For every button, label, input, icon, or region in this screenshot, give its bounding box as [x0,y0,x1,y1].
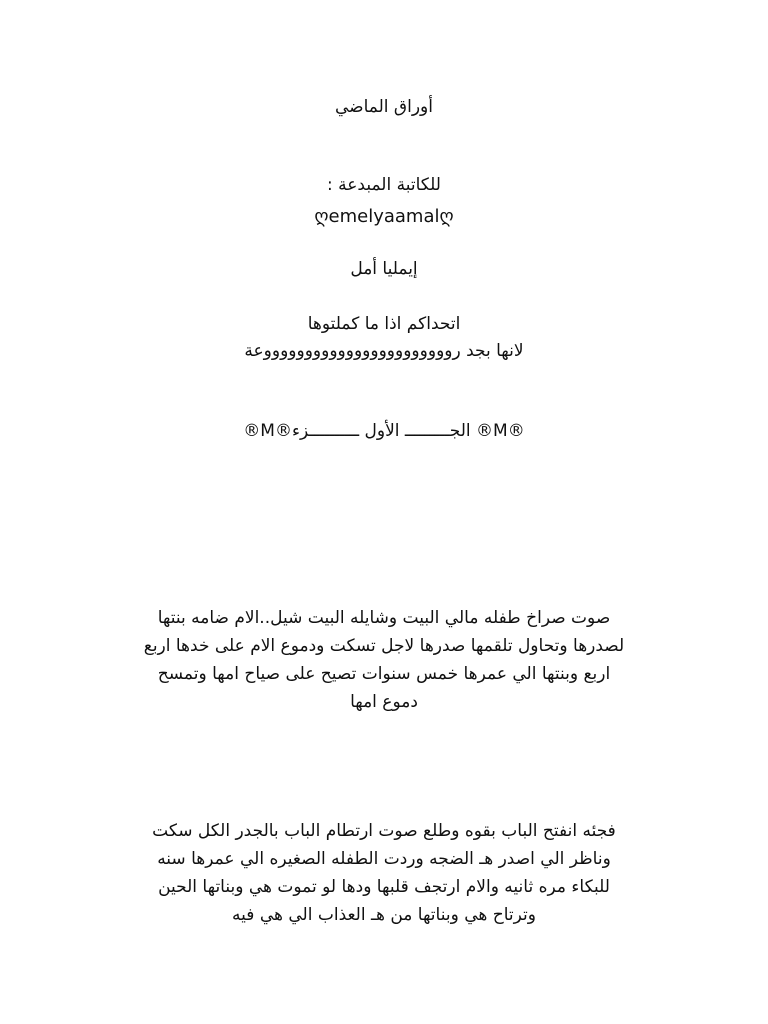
paragraph-1-line: دموع امها [350,692,418,712]
paragraph-1 [100,604,668,716]
paragraph-2-line: للبكاء مره ثانيه والام ارتجف قلبها ودها لو تموت هي وبناتها الحين [158,877,610,897]
paragraph-2-line: وناظر الي اصدر هـ الضجه وردت الطفله الصغيره الي عمرها سنه [157,849,611,869]
challenge-line-1: اتحداكم اذا ما كملتوها [307,314,461,334]
author-name: إيمليا أمل [350,259,418,279]
paragraph-2-line: وترتاح هي وبناتها من هـ العذاب الي هي فيه [232,905,536,925]
paragraph-2-line: فجئه انفتح الباب بقوه وطلع صوت ارتطام الباب بالجدر الكل سكت [152,821,616,841]
author-prefix: للكاتبة المبدعة : [327,175,441,195]
paragraph-1-line: صوت صراخ طفله مالي البيت وشايله البيت شيل..الام ضامه بنتها [157,608,611,628]
paragraph-1-line: اربع وبنتها الي عمرها خمس سنوات تصيح على صياح امها وتمسح [157,664,611,684]
author-handle: ღemelyaamalღ [314,206,454,227]
challenge-line-2: لانها بجد روووووووووووووووووووووووعة [244,341,524,361]
paragraph-1-line: لصدرها وتحاول تلقمها صدرها لاجل تسكت ودموع الام على خدها اربع [143,636,625,656]
paragraph-2 [100,817,668,929]
part-heading: ®M®الجـــــــــ الأول ــــــــــزء ®M® [243,421,525,441]
document-title: أوراق الماضي [335,97,433,117]
